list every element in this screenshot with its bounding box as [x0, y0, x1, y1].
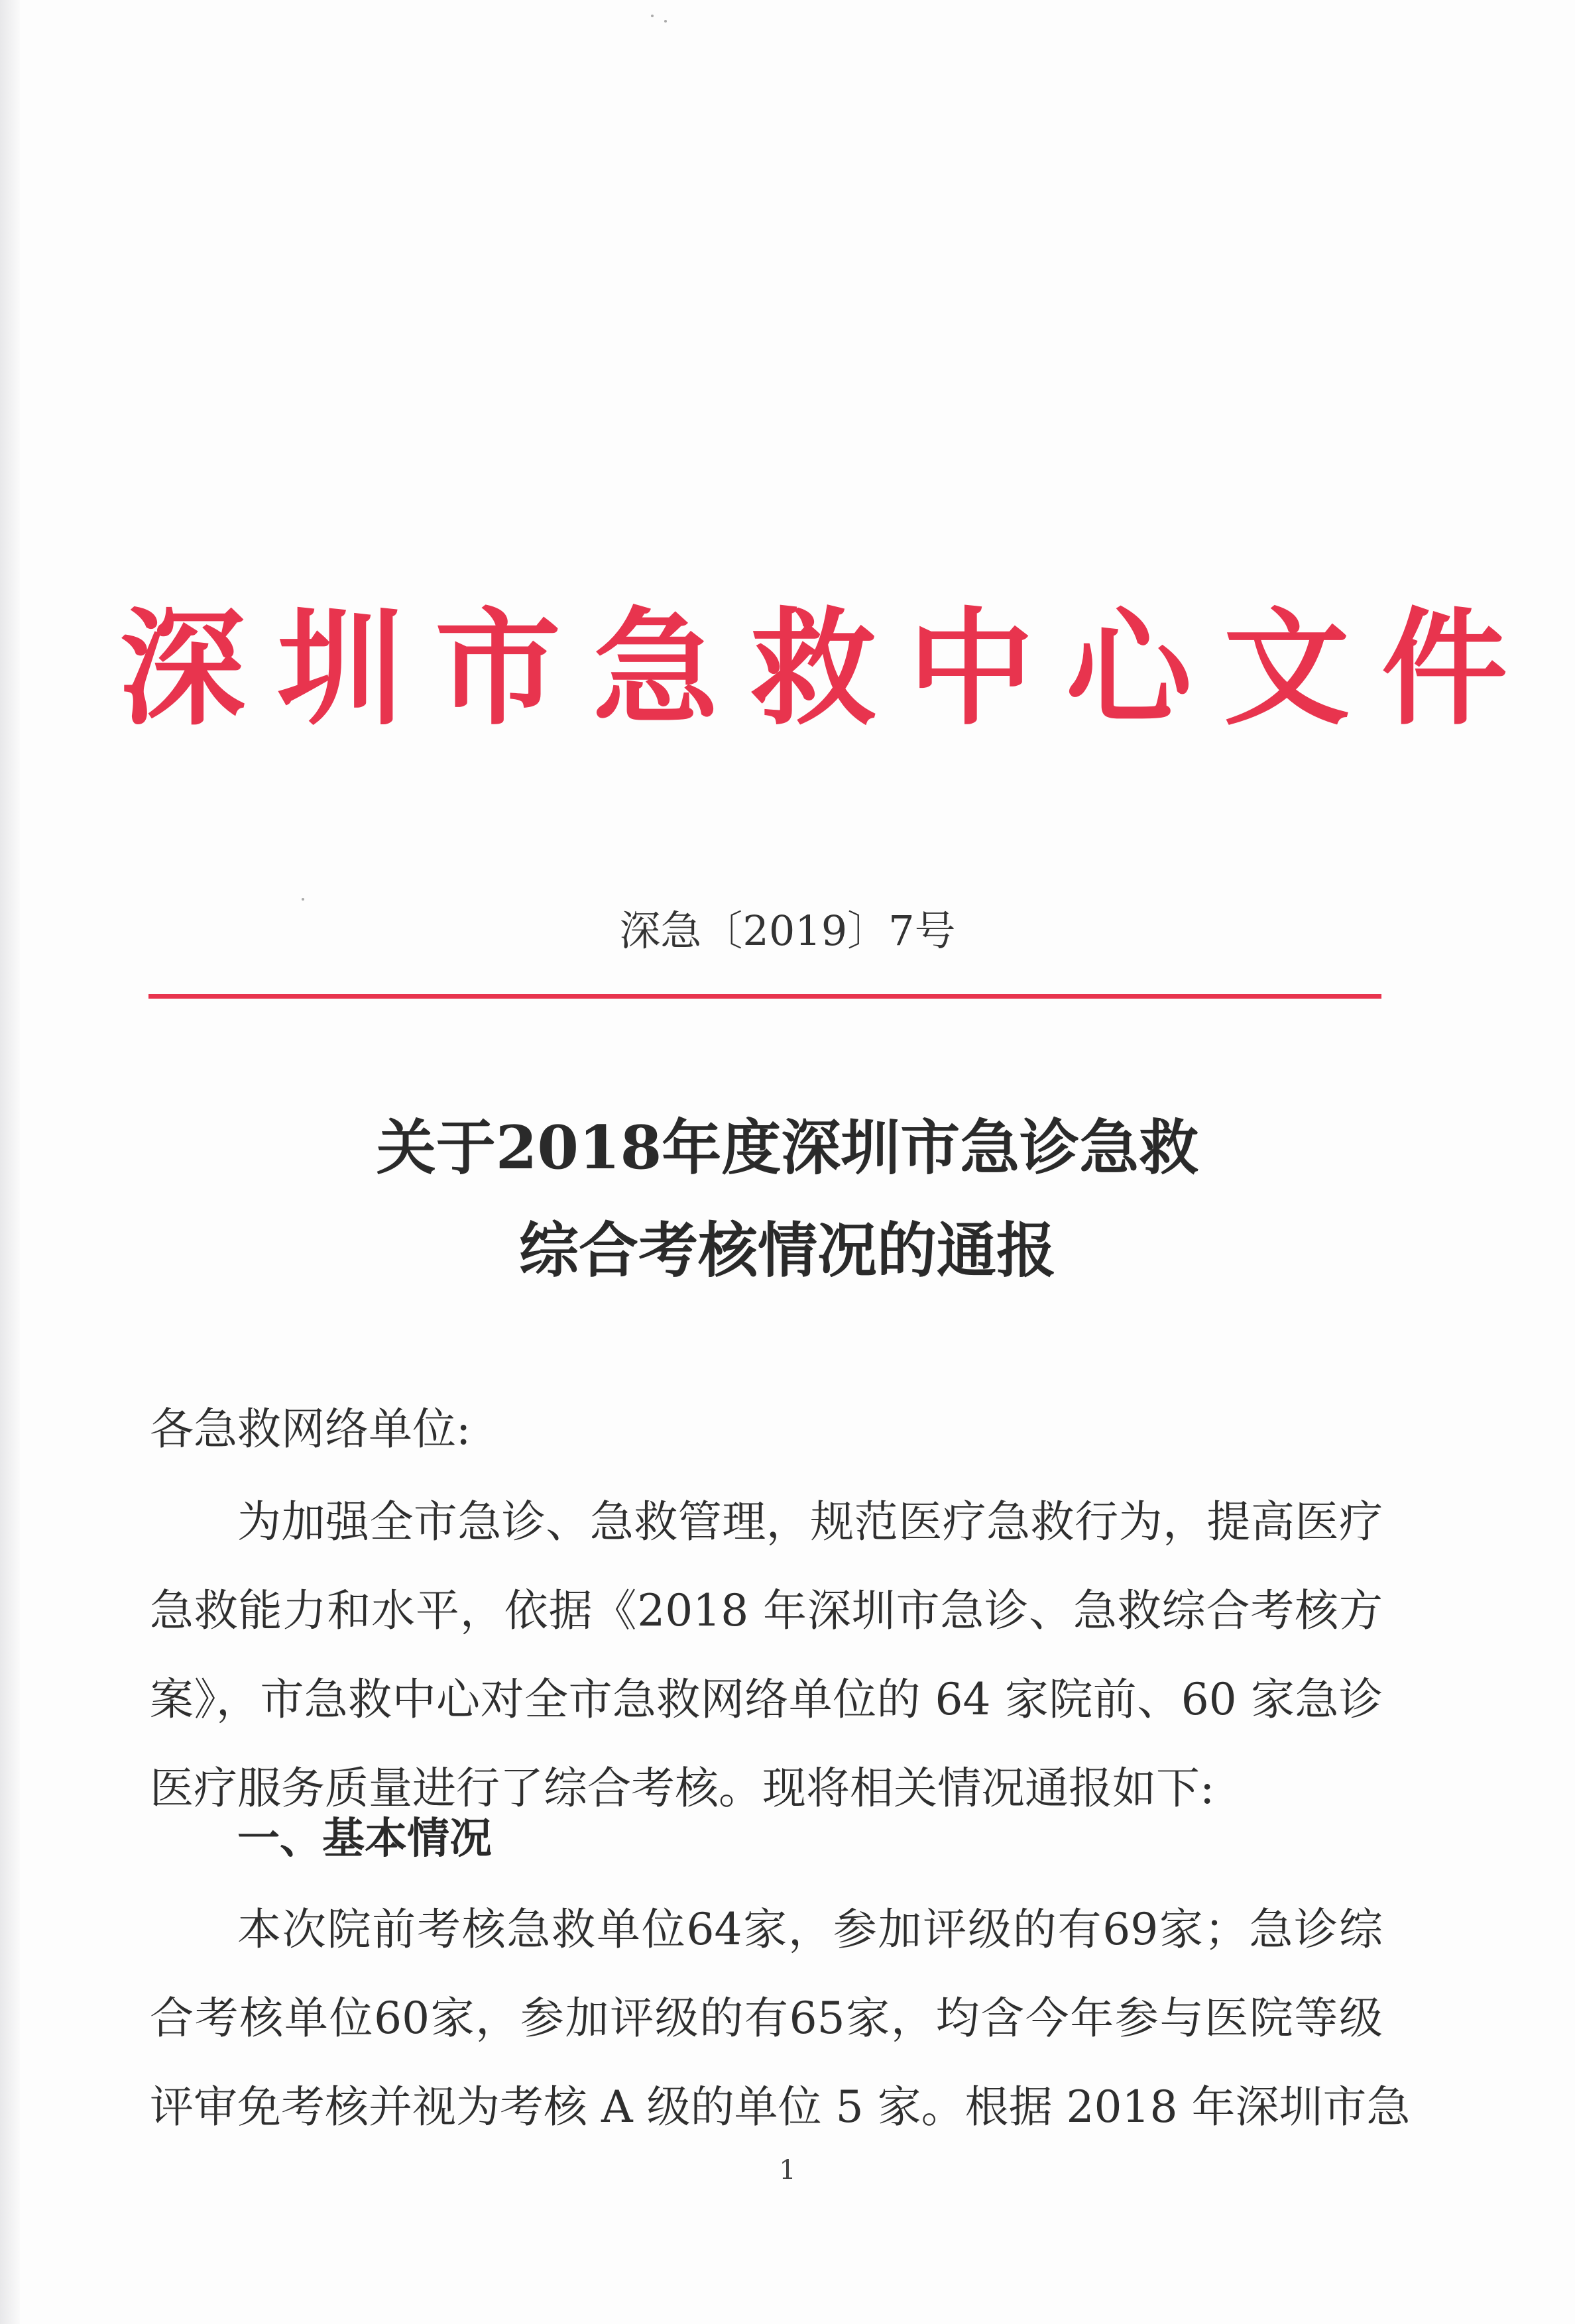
title-line-1: 关于2018年度深圳市急诊急救: [376, 1113, 1199, 1183]
title-line-2: 综合考核情况的通报: [519, 1215, 1056, 1286]
paragraph-line: 案》，市急救中心对全市急救网络单位的 64 家院前、60 家急诊: [150, 1674, 1383, 1725]
page-number: 1: [779, 2155, 796, 2186]
paragraph-line: 评审免考核并视为考核 A 级的单位 5 家。根据 2018 年深圳市急: [150, 2081, 1411, 2132]
red-divider-line: [148, 994, 1381, 999]
paragraph-line: 急救能力和水平，依据《2018 年深圳市急诊、急救综合考核方: [150, 1585, 1383, 1636]
paragraph-line: 为加强全市急诊、急救管理，规范医疗急救行为，提高医疗: [237, 1496, 1383, 1547]
section-heading-1: 一、基本情况: [237, 1814, 492, 1863]
issuer-banner: 深圳市急救中心文件: [119, 596, 1540, 742]
scan-speck: [651, 15, 654, 17]
paragraph-2: [150, 1885, 1411, 2152]
paragraph-line: 本次院前考核急救单位64家，参加评级的有69家；急诊综: [237, 1904, 1383, 1955]
salutation: 各急救网络单位:: [150, 1404, 471, 1455]
paragraph-1: [150, 1478, 1383, 1833]
paragraph-line: 合考核单位60家，参加评级的有65家，均含今年参与医院等级: [150, 1993, 1383, 2044]
paragraph-line: 医疗服务质量进行了综合考核。现将相关情况通报如下:: [150, 1763, 1215, 1814]
notice-title: [0, 1097, 1575, 1302]
scan-speck: [664, 20, 667, 23]
scan-speck: [302, 898, 304, 901]
document-number: 深急〔2019〕7号: [619, 907, 956, 955]
